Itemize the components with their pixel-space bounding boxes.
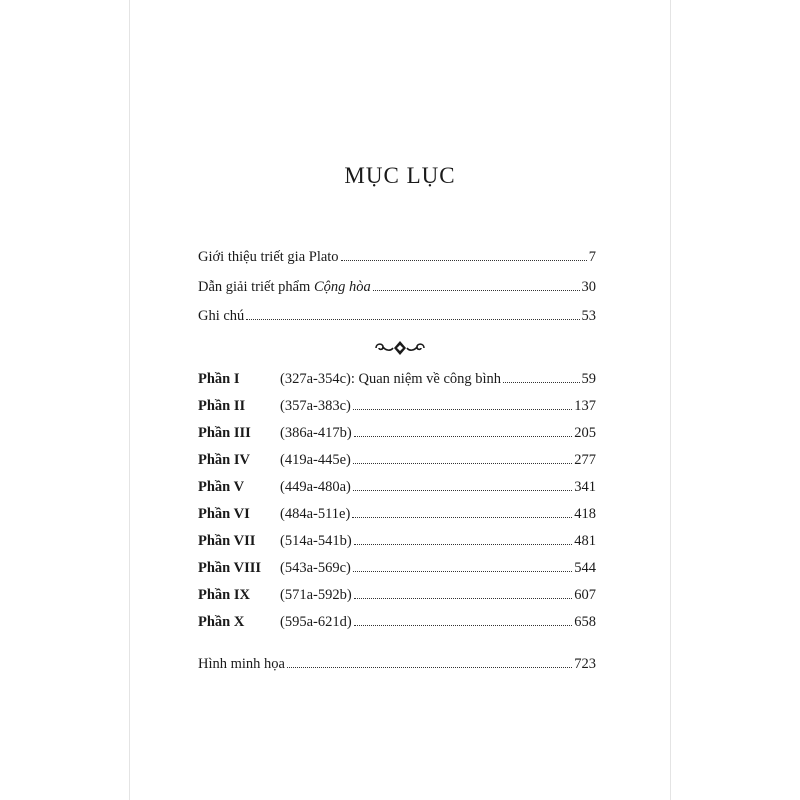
dot-leader — [287, 667, 572, 668]
part-name: Phần V — [198, 479, 245, 495]
part-page: 59 — [581, 371, 596, 387]
toc-entry-label: Giới thiệu triết gia Plato — [198, 249, 339, 265]
part-range: (357a-383c) — [280, 398, 351, 414]
part-range: (595a-621d) — [280, 614, 352, 630]
toc-entry-page: 30 — [581, 279, 596, 295]
part-name: Phần I — [198, 371, 240, 387]
fleuron-ornament-icon — [370, 338, 430, 358]
part-name: Phần III — [198, 425, 251, 441]
part-name: Phần VII — [198, 533, 256, 549]
part-range: (571a-592b) — [280, 587, 352, 603]
toc-entry-label: Ghi chú — [198, 308, 245, 324]
part-page: 418 — [574, 506, 596, 522]
toc-entry — [198, 307, 596, 325]
dot-leader — [353, 463, 572, 464]
toc-entry-label: Dẫn giải triết phẩm Cộng hòa — [198, 279, 371, 295]
part-name: Phần II — [198, 398, 246, 414]
toc-entry — [198, 655, 596, 673]
part-page: 658 — [574, 614, 596, 630]
part-page: 205 — [574, 425, 596, 441]
part-range: (543a-569c) — [280, 560, 351, 576]
part-range: (449a-480a) — [280, 479, 351, 495]
dot-leader — [354, 625, 573, 626]
dot-leader — [503, 382, 579, 383]
toc-entry — [198, 248, 596, 266]
dot-leader — [353, 571, 572, 572]
part-page: 277 — [574, 452, 596, 468]
toc-entry-page: 723 — [574, 656, 596, 672]
part-page: 137 — [574, 398, 596, 414]
part-range: (386a-417b) — [280, 425, 352, 441]
dot-leader — [341, 260, 587, 261]
dot-leader — [353, 490, 572, 491]
page-title: MỤC LỤC — [344, 163, 456, 188]
part-range: (514a-541b) — [280, 533, 352, 549]
toc-entry-page: 53 — [581, 308, 596, 324]
dot-leader — [353, 409, 572, 410]
part-name: Phần VI — [198, 506, 250, 522]
dot-leader — [354, 436, 573, 437]
part-name: Phần IX — [198, 587, 250, 603]
part-range: (484a-511e) — [280, 506, 351, 522]
part-page: 341 — [574, 479, 596, 495]
part-range: (327a-354c): Quan niệm về công bình — [280, 371, 502, 387]
dot-leader — [373, 290, 580, 291]
dot-leader — [246, 319, 579, 320]
part-page: 544 — [574, 560, 596, 576]
dot-leader — [354, 598, 573, 599]
toc-entry-label: Hình minh họa — [198, 656, 285, 672]
part-name: Phần VIII — [198, 560, 261, 576]
part-range: (419a-445e) — [280, 452, 351, 468]
part-page: 607 — [574, 587, 596, 603]
toc-entry — [198, 278, 596, 296]
part-name: Phần X — [198, 614, 245, 630]
part-page: 481 — [574, 533, 596, 549]
dot-leader — [354, 544, 573, 545]
toc-entry-page: 7 — [588, 249, 596, 265]
part-name: Phần IV — [198, 452, 250, 468]
dot-leader — [352, 517, 572, 518]
